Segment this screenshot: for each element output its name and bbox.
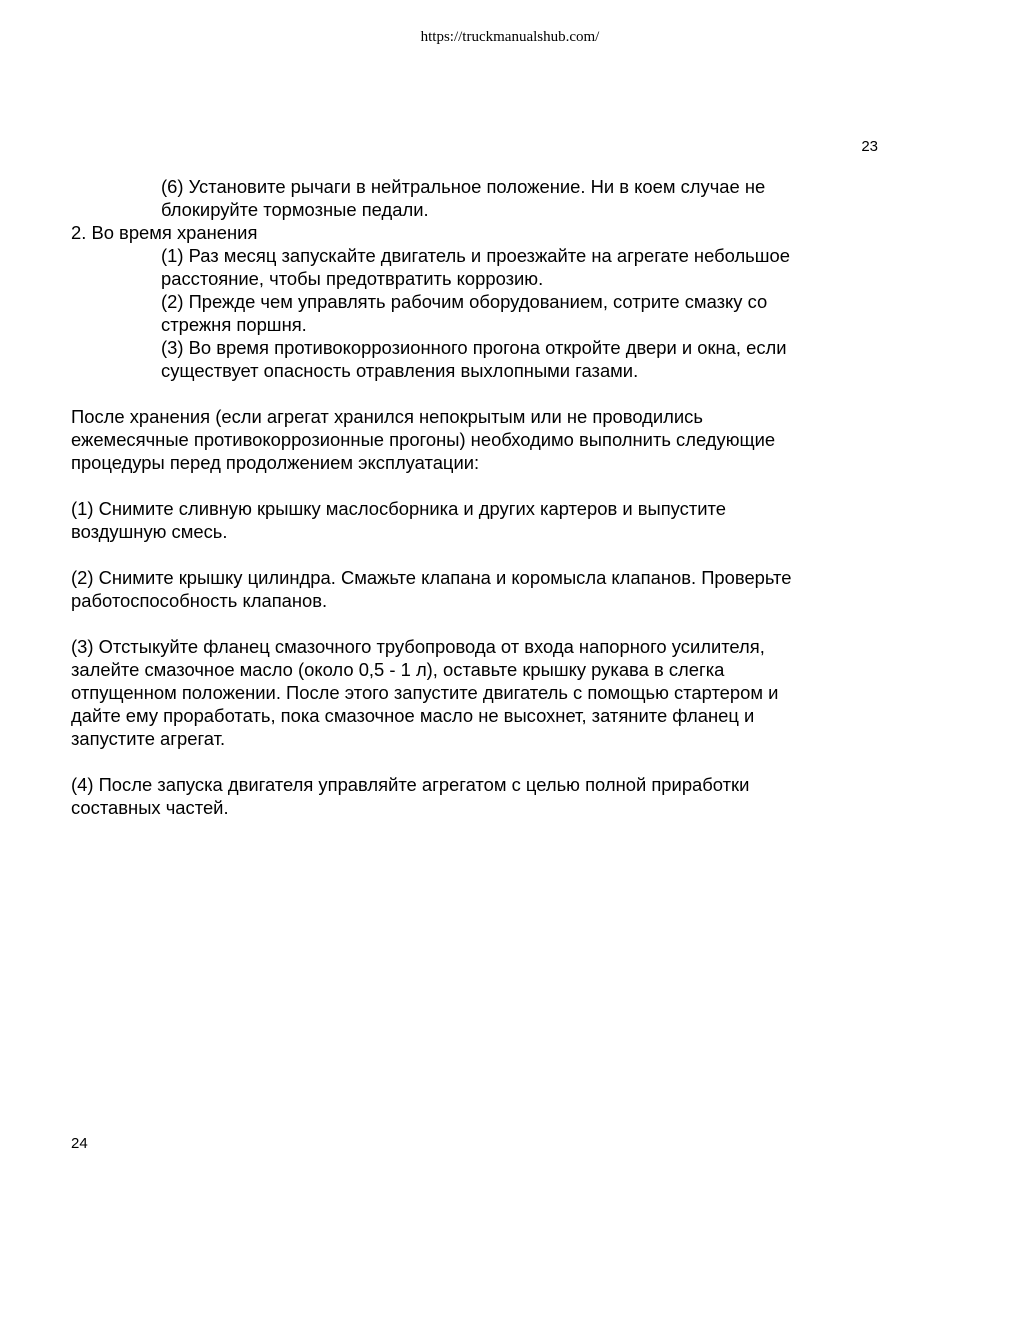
step-2-line-2: работоспособность клапанов. — [71, 590, 328, 611]
step-3-line-5: запустите агрегат. — [71, 728, 226, 749]
step-1-line-2: воздушную смесь. — [71, 521, 228, 542]
step-1-line-1: (1) Снимите сливную крышку маслосборника и других картеров и выпустите — [71, 498, 726, 519]
page-number-top: 23 — [861, 138, 878, 155]
section-2-item-2-line-2: стрежня поршня. — [161, 314, 307, 335]
section-2-item-3-line-1: (3) Во время противокоррозионного прогона откройте двери и окна, если — [161, 337, 787, 358]
step-4-line-1: (4) После запуска двигателя управляйте агрегатом с целью полной приработки — [71, 774, 750, 795]
header-url: https://truckmanualshub.com/ — [420, 29, 600, 45]
after-storage-intro-line-3: процедуры перед продолжением эксплуатации: — [71, 452, 480, 473]
step-3-line-2: залейте смазочное масло (около 0,5 - 1 л), оставьте крышку рукава в слегка — [71, 659, 725, 680]
step-3-line-3: отпущенном положении. После этого запустите двигатель с помощью стартером и — [71, 682, 779, 703]
step-3-line-4: дайте ему проработать, пока смазочное масло не высохнет, затяните фланец и — [71, 705, 755, 726]
document-body — [71, 175, 871, 819]
after-storage-intro-line-2: ежемесячные противокоррозионные прогоны) необходимо выполнить следующие — [71, 429, 776, 450]
step-2-line-1: (2) Снимите крышку цилиндра. Смажьте клапана и коромысла клапанов. Проверьте — [71, 567, 792, 588]
step-3-line-1: (3) Отстыкуйте фланец смазочного трубопровода от входа напорного усилителя, — [71, 636, 765, 657]
section-2-item-1-line-1: (1) Раз месяц запускайте двигатель и проезжайте на агрегате небольшое — [161, 245, 790, 266]
section-2-item-2-line-1: (2) Прежде чем управлять рабочим оборудованием, сотрите смазку со — [161, 291, 768, 312]
step-4-line-2: составных частей. — [71, 797, 229, 818]
section-2-item-1-line-2: расстояние, чтобы предотвратить коррозию. — [161, 268, 544, 289]
item-6-line-2: блокируйте тормозные педали. — [161, 199, 429, 220]
page-number-bottom: 24 — [71, 1135, 88, 1152]
section-2-item-3-line-2: существует опасность отравления выхлопными газами. — [161, 360, 639, 381]
section-2-heading: 2. Во время хранения — [71, 222, 258, 243]
item-6-line-1: (6) Установите рычаги в нейтральное положение. Ни в коем случае не — [161, 176, 766, 197]
after-storage-intro-line-1: После хранения (если агрегат хранился непокрытым или не проводились — [71, 406, 703, 427]
